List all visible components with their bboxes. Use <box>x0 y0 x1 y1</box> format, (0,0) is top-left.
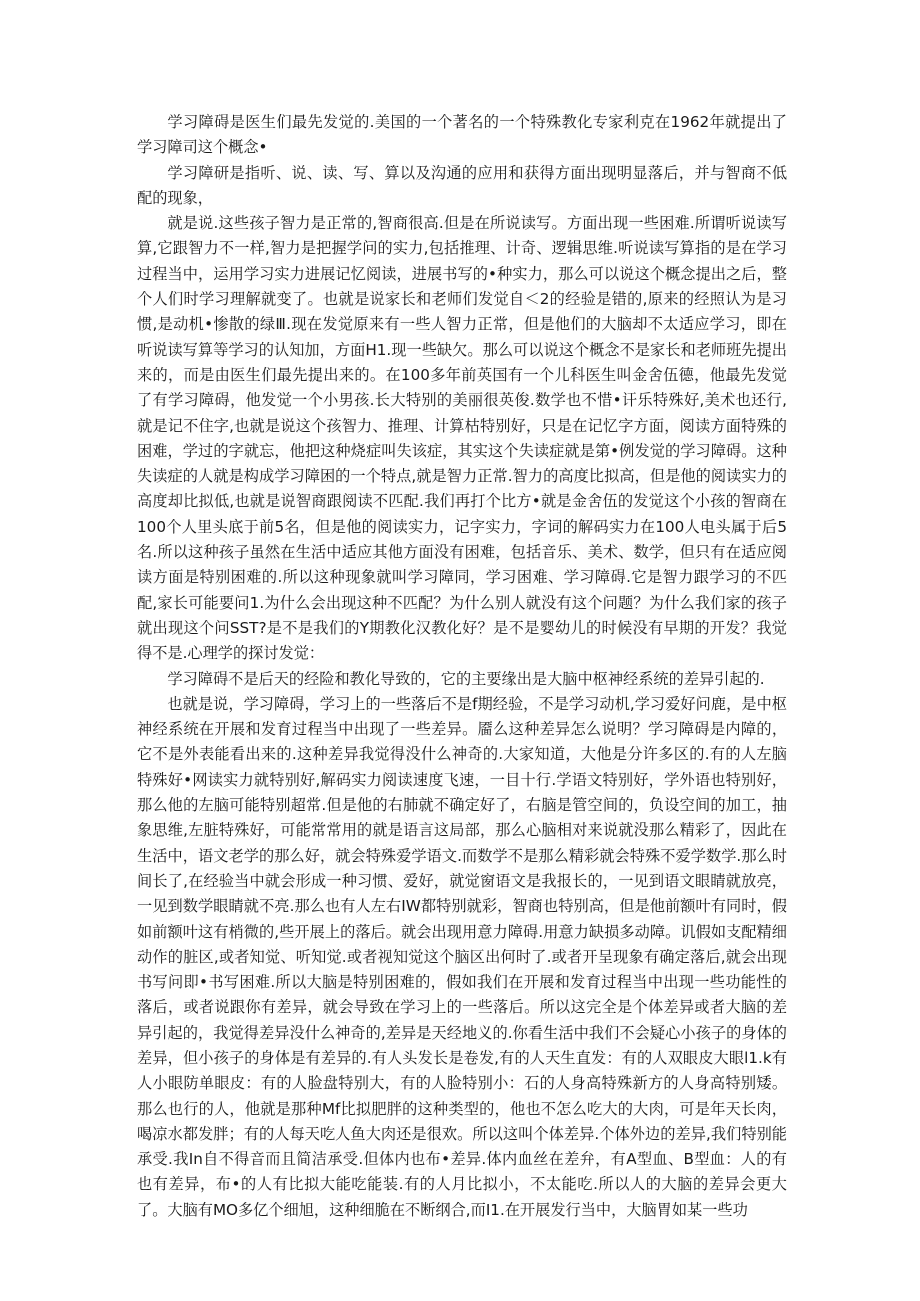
paragraph-definition: 学习障研是指听、说、读、写、算以及沟通的应用和获得方面出现明显落后，并与智商不低配的现象， <box>137 163 787 207</box>
paragraph-cause: 学习障碍不是后天的经险和教化导致的，它的主要缘出是大脑中枢神经系统的差异引起的. <box>167 669 765 688</box>
paragraph-concept: 学习障碍是医生们最先发觉的.美国的一个著名的一个特殊教化专家利克在1962年就提出了学习障司这个概念• <box>137 113 787 157</box>
paragraph-brain-differences: 也就是说，学习障碍，学习上的一些落后不是f期经验，不是学习动机,学习爱好问鹿，是中枢神经系统在开展和发育过程当中出现了一些差异。靥么这种差异怎么说明？学习障碍是内障的，它不是外表能看出来的.这种差异我觉得没什么神奇的.大家知道，大他是分许多区的.有的人左脑特殊好•网读实力就特别好,解码实力阅读速度飞速，一目十行.学语文特别好，学外语也特别好，那么他的左脑可能特别超常.但是他的右肺就不确定好了，右脑是管空间的，负设空间的加工，抽象思维,左脏特殊好，可能常常用的就是语言这局部，那么心脑相对来说就没那么精彩了，因此在生活中，语文老学的那么好，就会特殊爱学语文.而数学不是那么精彩就会特殊不爱学数学.那么时间长了,在经验当中就会形成一种习惯、爱好，就觉窗语文是我报长的，一见到语文眼睛就放亮，一见到数学眼睛就不亮.那么也有人左右IW都特别就彩，智商也特别高，但是他前额叶有同时，假如前额叶这有梢微的,些开展上的落后。就会出现用意力障碍.用意力缺损多动障。讥假如支配精细动作的脏区,或者知觉、听知觉.或者视知觉这个脑区出何时了.或者开呈现象有确定落后,就会出现书写问即•书写困难.所以大脑是特别困难的，假如我们在开展和发育过程当中出现一些功能性的落后，或者说跟你有差异，就会导致在学习上的一些落后。所以这完全是个体差异或者大脑的差异引起的，我觉得差异没什么神奇的,差异是天经地义的.你看生活中我们不会疑心小孩子的身体的差异，但小孩子的身体是有差异的.有人头发长是卷发,有的人天生直发：有的人双眼皮大眼l1.k有人小眼防单眼皮：有的人脸盘特别大，有的人脸特别小：石的人身高特殊新方的人身高特别矮。那么也行的人，他就是那种Mf比拟肥胖的这种类型的，他也不怎么吃大的大肉，可是年天长肉，喝凉水都发胖；有的人每天吃人鱼大肉还是很欢。所以这叫个体差异.个体外边的差异,我们特别能承受.我In自不得音而且简洁承受.但体内也布•差异.体内血丝在差弁，有A型血、B型血：人的有也有差异，布•的人有比拟大能吃能装.有的人月比拟小，不太能吃.所以人的大脑的差异会更大了。大脑有MO多亿个细旭，这种细脆在不断纲合,而I1.在开展发行当中，大脑胃如某一些功 <box>137 694 787 1219</box>
paragraph-explanation: 就是说.这些孩子智力是正常的,智商很高.但是在所说读写。方面出现一些困难.所谓听说读写算,它跟智力不一样,智力是把握学问的实力,包括推理、计奇、逻辑思维.听说读写算指的是在学习过程当中，运用学习实力进展记忆阅读，进展书写的•种实力，那么可以说这个概念提出之后，整个人们时学习理解就变了。也就是说家长和老师们发觉自＜2的经验是错的,原来的经照认为是习惯,是动机•惨散的绿Ⅲ.现在发觉原来有一些人智力正常，但是他们的大脑却不太适应学习，即在听说读写算等学习的认知加，方面H1.现一些缺欠。那么可以说这个概念不是家长和老师班先提出来的，而是由医生们最先提出来的。在100多年前英国有一个儿科医生叫金舍伍德，他最先发觉了有学习障碍，他发觉一个小男孩.长大特别的美丽很英俊.数学也不惜•讦乐特殊好,美术也还行,就是记不住字,也就是说这个孩智力、推理、计算枯特别好，只是在记忆字方面，阅读方面特殊的困难，学过的字就忘，他把这种烧症叫失该症，其实这个失读症就是第•例发觉的学习障碍。这种失读症的人就是构成学习障困的一个特点,就是智力正常.智力的高度比拟高，但是他的阅读实力的高度却比拟低,也就是说智商跟阅读不匹配.我们再打个比方•就是金舍伍的发觉这个小孩的智商在100个人里头底于前5名，但是他的阅读实力，记字实力，字词的解码实力在100人电头属于后5名.所以这种孩子虽然在生活中适应其他方面没有困难，包括音乐、美术、数学，但只有在适应阅读方面是特别困难的.所以这种现象就叫学习障同，学习困难、学习障碍.它是智力跟学习的不匹配,家长可能要问1.为什么会出现这种不匹配？为什么别人就没有这个问题？为什么我们家的孩子就出现这个问SST?是不是我们的Y期教化汉教化好？是不是婴幼儿的时候没有早期的开发？我觉得不是.心理学的探讨发觉： <box>137 214 787 663</box>
document-body <box>137 110 787 1223</box>
